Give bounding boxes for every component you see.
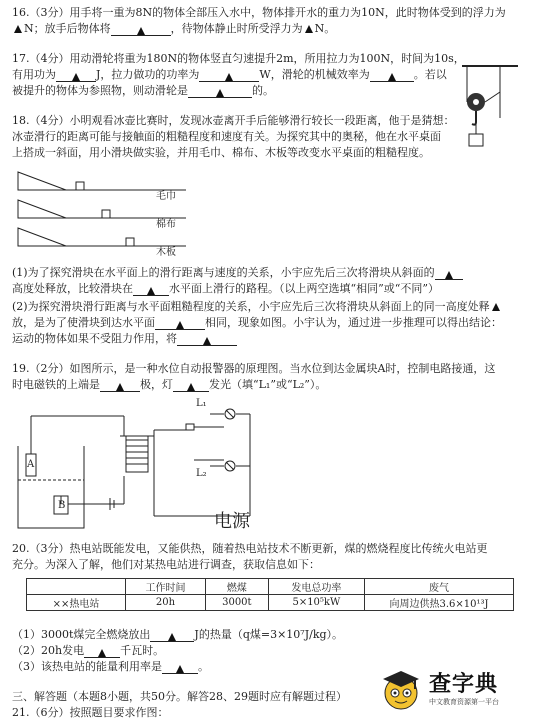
q18-line-3: 上搭成一斜面，用小滑块做实验，并用毛巾、棉布、木板等改变水平桌面的粗糙程度。: [12, 146, 430, 159]
table-cell: 20h: [126, 595, 206, 611]
table-row: [27, 595, 514, 611]
answer-triangle-icon: [176, 665, 184, 673]
q16-line-2: N；放手后物体将 ，待物体静止时所受浮力为 N。: [12, 22, 335, 36]
table-cell: ××热电站: [27, 595, 126, 611]
power-station-table: [26, 578, 514, 611]
label-cotton: 棉布: [156, 219, 176, 230]
label-L1: L₁: [196, 398, 207, 409]
label-B: B: [58, 500, 66, 511]
q18-p1-line-1: (1)为了探究滑块在水平面上的滑行距离与速度的关系，小宇应先后三次将滑块从斜面的: [12, 266, 463, 280]
answer-triangle-icon: [116, 383, 124, 391]
label-board: 木板: [156, 247, 176, 258]
table-cell: 5×10⁵kW: [268, 595, 364, 611]
table-header: [27, 579, 126, 595]
table-header-row: [27, 579, 514, 595]
q18-line-1: 18.（4分）小明观看冰壶比赛时，发现冰壶离开手后能够滑行较长一段距离，他于是猜想：: [12, 114, 455, 127]
answer-triangle-icon: [492, 303, 500, 311]
table-cell: 3000t: [205, 595, 268, 611]
answer-triangle-icon: [168, 633, 176, 641]
q20-sub-3: （3）该热电站的能量利用率是 。: [12, 660, 209, 673]
q18-p2-line-3: 运动的物体如果不受阻力作用，将: [12, 332, 237, 346]
answer-triangle-icon: [225, 73, 233, 81]
answer-triangle-icon: [147, 287, 155, 295]
logo-text: 查字典: [429, 672, 499, 697]
label-A: A: [27, 459, 35, 470]
answer-triangle-icon: [14, 25, 22, 33]
q20-line-1: 20.（3分）热电站既能发电，又能供热，随着热电站技术不断更新，煤的燃烧程度比传统火电站更: [12, 542, 488, 555]
table-header: 废气: [365, 579, 514, 595]
q17-line-2: 有用功为 J，拉力做功的功率为 W，滑轮的机械效率为 。若以: [12, 68, 447, 81]
q17-line-1: 17.（4分）用动滑轮将重为180N的物体竖直匀速提升2m，所用拉力为100N，时间为10s，: [12, 52, 465, 65]
incline-figure: [14, 166, 214, 256]
q20-sub-1: （1）3000t煤完全燃烧放出 J的热量（q煤=3×10⁷J/kg）。: [12, 628, 344, 641]
answer-triangle-icon: [187, 383, 195, 391]
q16-line-1: 16.（3分）用手将一重为8N的物体全部压入水中，物体排开水的重力为10N，此时物体受到的浮力为: [12, 6, 506, 19]
answer-triangle-icon: [216, 89, 224, 97]
power-source-label: 电源: [214, 511, 250, 532]
answer-triangle-icon: [388, 73, 396, 81]
q18-line-2: 冰壶滑行的距离可能与接触面的粗糙程度和速度有关。为探究其中的奥秘，他在水平桌面: [12, 130, 441, 143]
scholar-mascot-icon: [377, 663, 425, 717]
answer-triangle-icon: [305, 25, 313, 33]
answer-triangle-icon: [203, 337, 211, 345]
label-L2: L₂: [196, 468, 207, 479]
answer-triangle-icon: [176, 321, 184, 329]
logo-subtext: 中文教育资源第一平台: [429, 698, 499, 706]
q18-p2-line-2: 放，是为了使滑块到达水平面 相同，现象如图。小宇认为，通过进一步推理可以得出结论：: [12, 316, 502, 329]
q18-p2-line-1: (2)为探究滑块滑行距离与水平面粗糙程度的关系，小宇应先后三次将滑块从斜面上的同一高度处释: [12, 300, 502, 314]
q19-line-1: 19.（2分）如图所示，是一种水位自动报警器的原理图。当水位到达金属块A时，控制电路接通，这: [12, 362, 496, 375]
table-header: 工作时间: [126, 579, 206, 595]
answer-triangle-icon: [137, 27, 145, 35]
q18-p1-line-2: 高度处释放，比较滑块在 水平面上滑行的路程。（以上两空选填“相同”或“不同”）: [12, 282, 439, 295]
answer-triangle-icon: [98, 649, 106, 657]
chazidian-logo: [377, 663, 527, 717]
table-header: 发电总功率: [268, 579, 364, 595]
q17-line-3: 被提升的物体为参照物，则动滑轮是 的。: [12, 84, 274, 97]
table-header: 燃煤: [205, 579, 268, 595]
pulley-figure: [460, 62, 520, 162]
q21-line-1: 21.（6分）按照题目要求作图：: [12, 706, 169, 719]
q19-line-2: 时电磁铁的上端是 极，灯 发光（填“L₁”或“L₂”）。: [12, 378, 327, 391]
section-3-title: 三、解答题（本题8小题，共50分。解答28、29题时应有解题过程）: [12, 690, 347, 703]
answer-triangle-icon: [445, 271, 453, 279]
label-towel: 毛巾: [156, 191, 176, 202]
q20-sub-2: （2）20h发电 千瓦时。: [12, 644, 165, 657]
table-cell: 向周边供热3.6×10¹³J: [365, 595, 514, 611]
answer-triangle-icon: [72, 73, 80, 81]
q20-line-2: 充分。为深入了解，他们对某热电站进行调查，获取信息如下：: [12, 558, 320, 571]
